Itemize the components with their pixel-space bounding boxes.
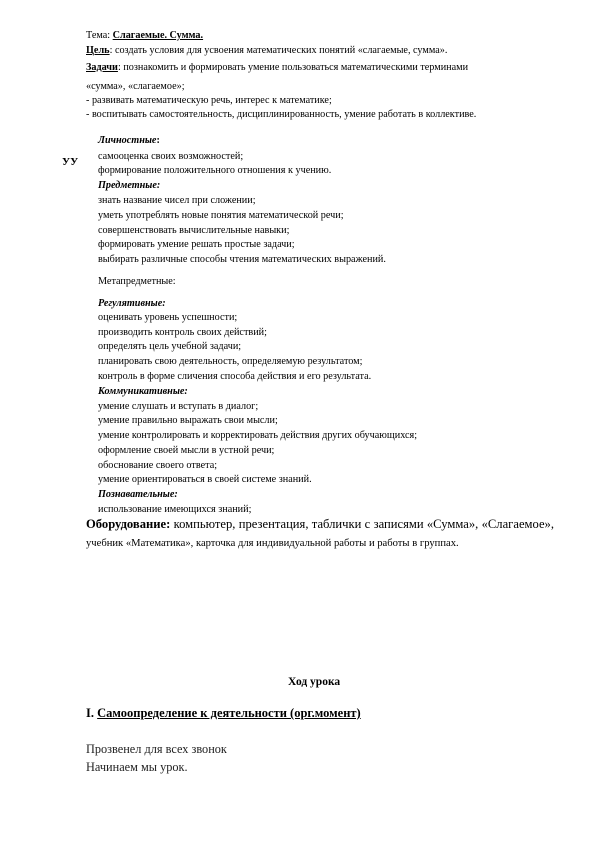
topic-label: Тема: [86,30,111,41]
regulative-item: оценивать уровень успешности; [98,312,238,323]
tasks-continuation: «сумма», «слагаемое»; [86,81,185,92]
section-heading [86,707,361,719]
regulative-item: определять цель учебной задачи; [98,341,242,352]
tasks-text: : познакомить и формировать умение пользоваться математическими терминами [117,62,469,73]
lesson-heading: Ход урока [288,676,341,688]
section-number: I. [86,706,94,720]
tasks-line [86,62,468,74]
subject-item: знать название чисел при сложении; [98,195,256,206]
communicative-item: умение контролировать и корректировать действия других обучающихся; [98,430,418,441]
equipment-line-1 [86,517,554,532]
communicative-item: умение ориентироваться в своей системе знаний. [98,474,312,485]
communicative-item: умение правильно выражать свои мысли; [98,415,278,426]
task-2: - развивать математическую речь, интерес к математике; [86,95,332,106]
goal-label: Цель [86,45,110,56]
topic-text: Слагаемые. Сумма. [112,30,204,41]
subject-item: уметь употреблять новые понятия математической речи; [98,210,344,221]
regulative-item: контроль в форме сличения способа действия и его результата. [98,371,372,382]
uu-label: УУ [62,156,79,168]
goal-line [86,45,447,57]
personal-title-text: Личностные [98,135,157,146]
communicative-item: оформление своей мысли в устной речи; [98,445,275,456]
section-title: Самоопределение к деятельности (орг.момент) [97,706,361,720]
cognitive-title: Познавательные: [98,489,178,500]
equipment-text-1: компьютер, презентация, таблички с записями «Сумма», «Слагаемое», [173,517,554,531]
poem-line: Прозвенел для всех звонок [86,742,227,756]
equipment-label: Оборудование: [86,517,171,531]
personal-item: формирование положительного отношения к учению. [98,165,332,176]
communicative-item: умение слушать и вступать в диалог; [98,401,259,412]
tasks-label: Задачи [86,62,118,73]
regulative-item: планировать свою деятельность, определяемую результатом; [98,356,363,367]
subject-item: формировать умение решать простые задачи; [98,239,295,250]
personal-title-colon: : [156,135,160,146]
topic-line [86,30,203,42]
communicative-title: Коммуникативные: [98,386,188,397]
goal-text: : создать условия для усвоения математических понятий «слагаемые, сумма». [109,45,448,56]
subject-title: Предметные: [98,180,161,191]
task-3: - воспитывать самостоятельность, дисциплинированность, умение работать в коллективе. [86,109,477,120]
personal-item: самооценка своих возможностей; [98,151,244,162]
meta-title: Метапредметные: [98,276,176,287]
communicative-item: обоснование своего ответа; [98,460,218,471]
subject-item: выбирать различные способы чтения математических выражений. [98,254,386,265]
cognitive-item: использование имеющихся знаний; [98,504,252,515]
personal-title [98,135,160,147]
poem-line: Начинаем мы урок. [86,760,188,774]
regulative-title: Регулятивные: [98,298,166,309]
equipment-line-2: учебник «Математика», карточка для индивидуальной работы и работы в группах. [86,538,459,549]
regulative-item: производить контроль своих действий; [98,327,267,338]
subject-item: совершенствовать вычислительные навыки; [98,225,290,236]
